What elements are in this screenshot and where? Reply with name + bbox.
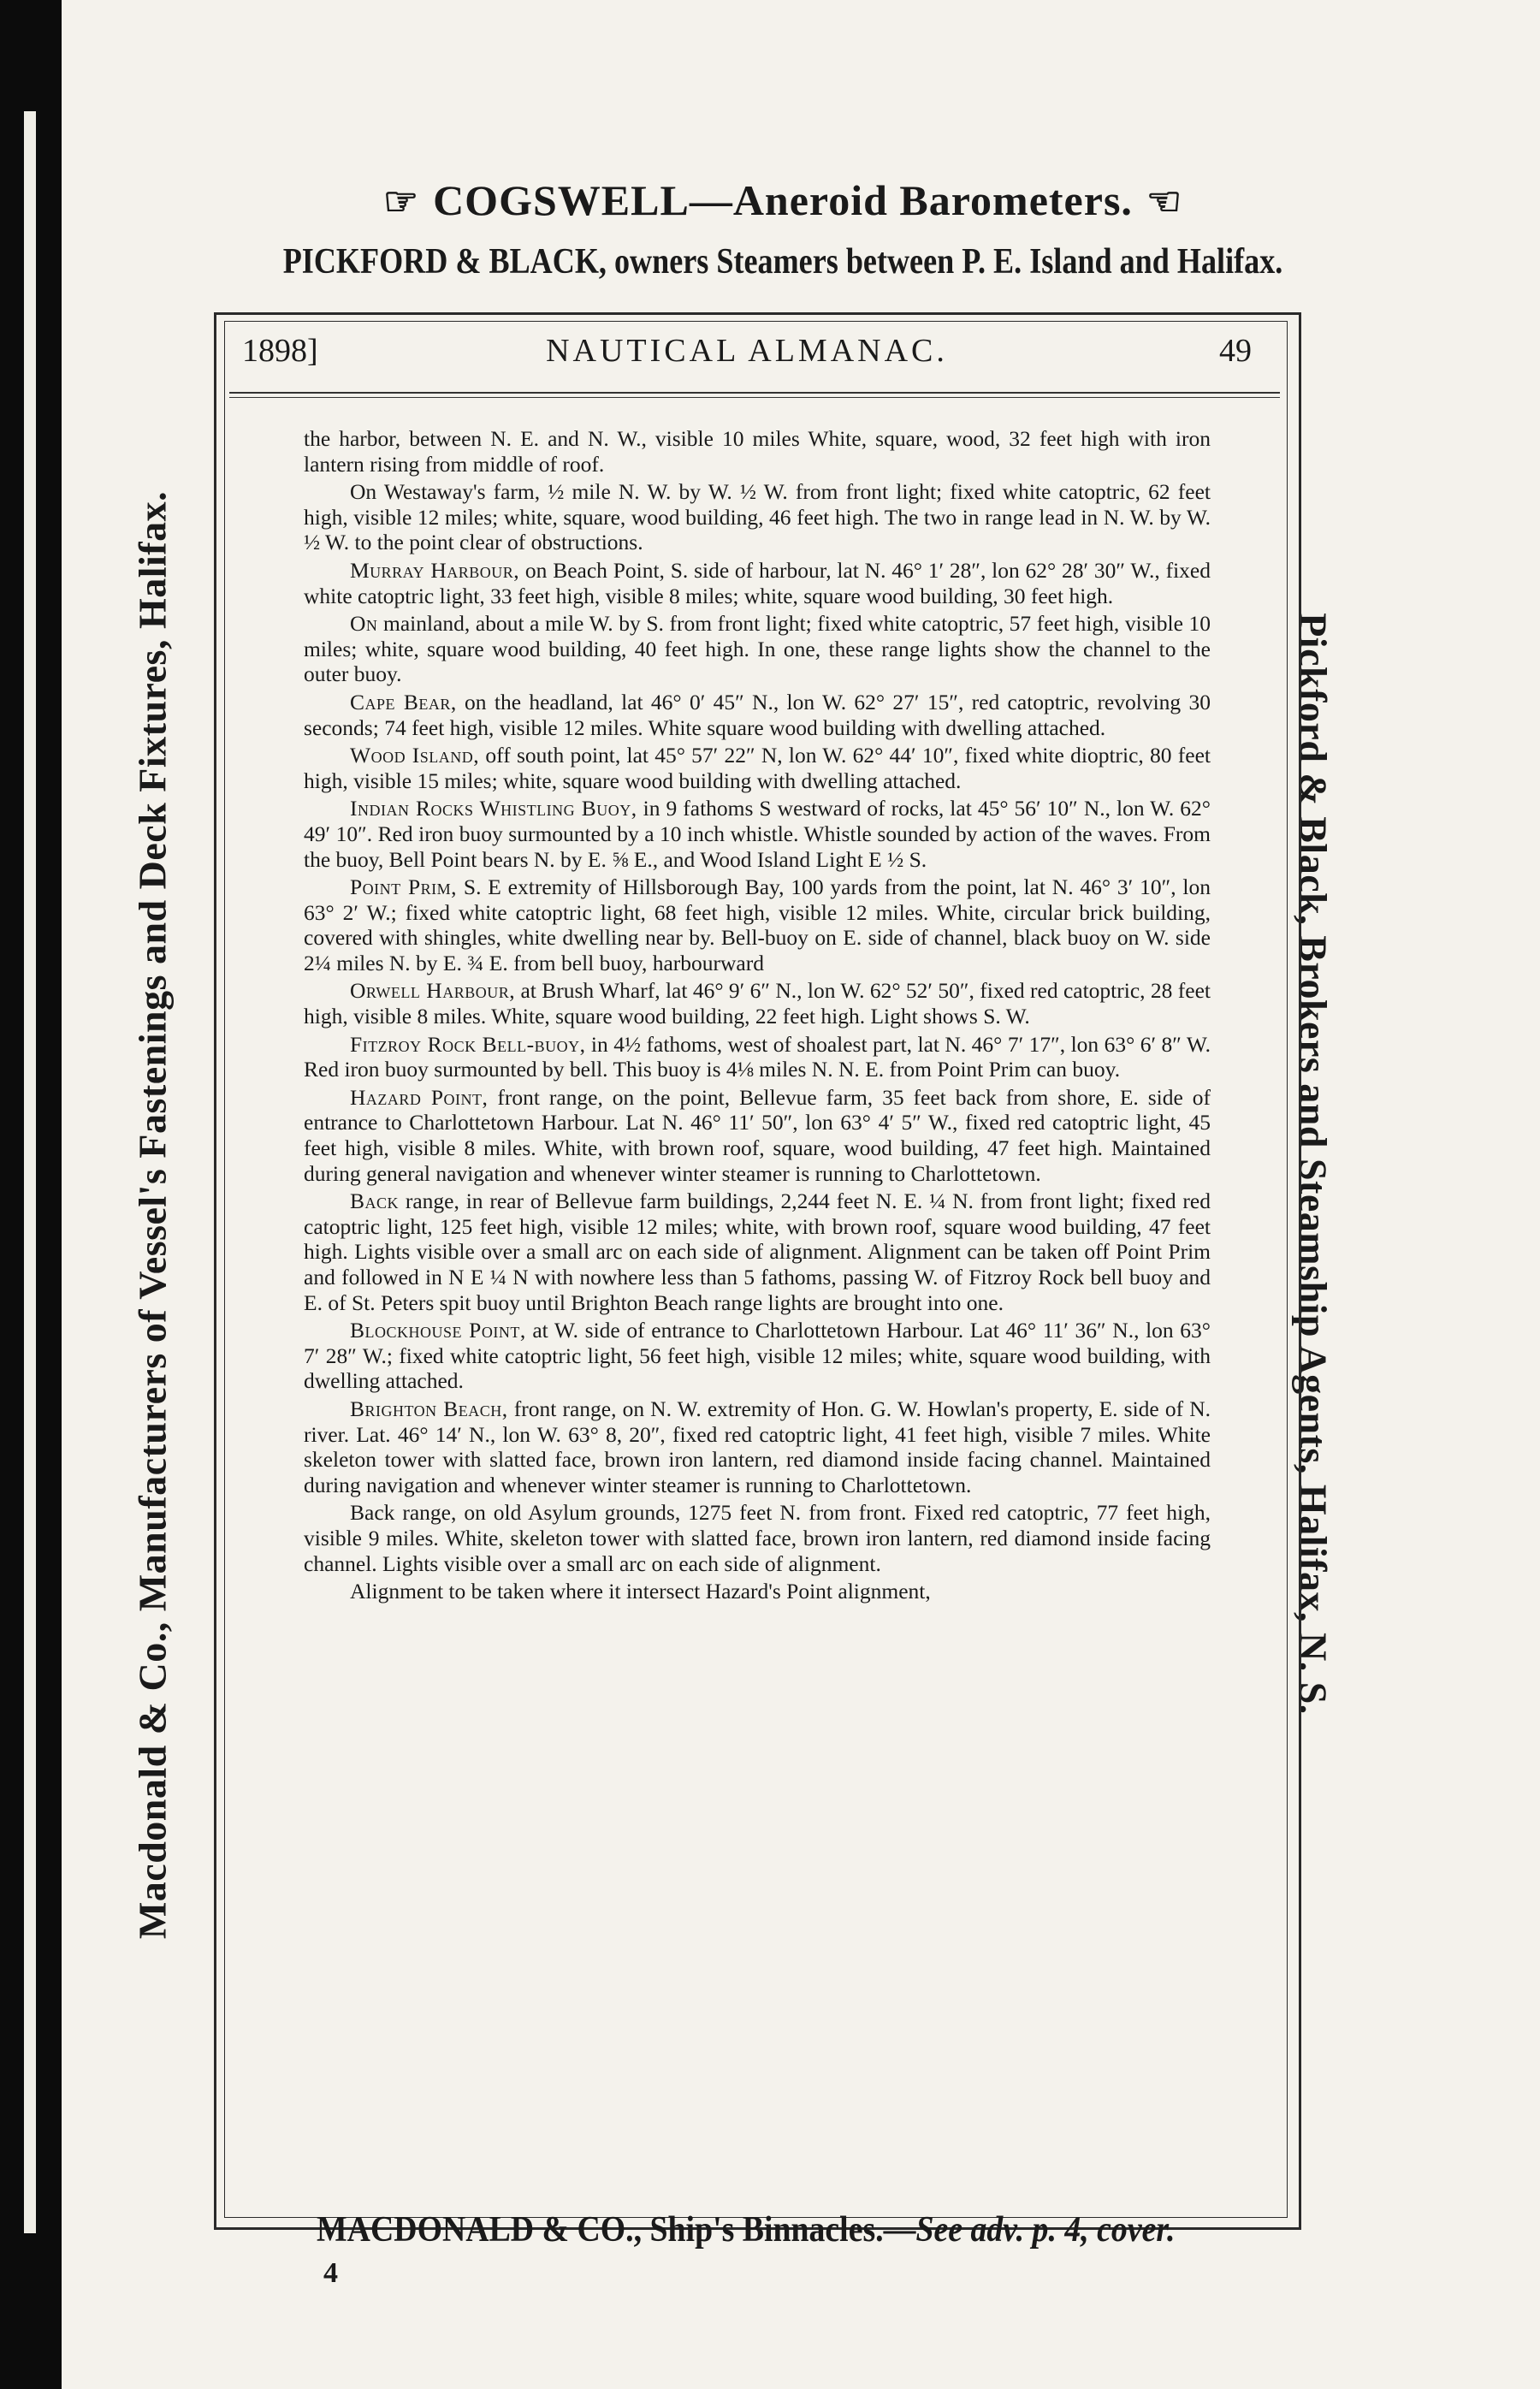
entry-text: Alignment to be taken where it intersect Hazard's Point alignment, bbox=[350, 1579, 931, 1604]
lighthouse-entries bbox=[304, 426, 1211, 1607]
entry-name: Orwell Harbour, bbox=[350, 978, 516, 1004]
entry-paragraph bbox=[304, 1500, 1211, 1576]
left-page-gutter bbox=[0, 0, 62, 2389]
entry-paragraph bbox=[304, 1318, 1211, 1394]
entry-paragraph bbox=[304, 690, 1211, 740]
header-title: NAUTICAL ALMANAC. bbox=[546, 333, 948, 369]
entry-paragraph bbox=[304, 558, 1211, 608]
page-number: 49 bbox=[1219, 333, 1252, 369]
entry-text: off south point, lat 45° 57′ 22″ N, lon W. 62° 44′ 10″, fixed white dioptric, 80 feet high, visible 15 miles; white, square wood building with dwelling attached. bbox=[304, 743, 1211, 793]
entry-paragraph bbox=[304, 611, 1211, 687]
bottom-ad-reference: See adv. p. 4, cover. bbox=[915, 2210, 1176, 2250]
header-rule bbox=[229, 392, 1280, 394]
entry-name: On bbox=[350, 611, 378, 637]
entry-text: on the headland, lat 46° 0′ 45″ N., lon W. 62° 27′ 15″, red catoptric, revolving 30 seconds; 74 feet high, visible 12 miles. White square wood building with dwelling attached. bbox=[304, 689, 1211, 740]
pointing-hand-left-icon: ☜ bbox=[1146, 180, 1183, 223]
entry-paragraph bbox=[304, 978, 1211, 1029]
entry-paragraph bbox=[304, 796, 1211, 872]
entry-paragraph bbox=[304, 743, 1211, 793]
entry-text: mainland, about a mile W. by S. from front light; fixed white catoptric, 57 feet high, visible 10 miles; white, square wood building, 40 feet high. In one, these range lights show the channel to the outer buoy. bbox=[304, 611, 1211, 687]
entry-text: at W. side of entrance to Charlottetown Harbour. Lat 46° 11′ 36″ N., lon 63° 7′ 28″ W.; fixed white catoptric light, 56 feet high, visible 12 miles; white, square wood building, with dwelling attached. bbox=[304, 1318, 1211, 1394]
header-year: 1898] bbox=[242, 333, 318, 369]
entry-name: Murray Harbour, bbox=[350, 557, 520, 583]
header-rule-thin bbox=[229, 397, 1280, 398]
entry-name: Brighton Beach, bbox=[350, 1396, 508, 1421]
entry-name: Cape Bear, bbox=[350, 689, 457, 714]
entry-name: Wood Island, bbox=[350, 743, 480, 768]
entry-paragraph bbox=[304, 874, 1211, 975]
entry-text: front range, on N. W. extremity of Hon. G. W. Howlan's property, E. side of N. river. Lat. 46° 14′ N., lon W. 63° 8, 20″, fixed red catoptric light, 41 feet high, visible 7 miles. White skeleton tower with slatted face, brown iron lantern, red diamond inside facing channel. Maintained during navigation and whenever winter steamer is running to Charlottetown. bbox=[304, 1396, 1211, 1497]
side-advertisement-left: Macdonald & Co., Manufacturers of Vessel's Fastenings and Deck Fixtures, Halifax. bbox=[130, 490, 175, 1940]
pointing-hand-right-icon: ☞ bbox=[382, 180, 420, 223]
top-advertisement-pickford: PICKFORD & BLACK, owners Steamers between P. E. Island and Halifax. bbox=[282, 242, 1283, 282]
bottom-ad-text: MACDONALD & CO., Ship's Binnacles.— bbox=[317, 2210, 916, 2250]
top-advertisement-cogswell bbox=[77, 175, 1489, 225]
entry-text: the harbor, between N. E. and N. W., visible 10 miles White, square, wood, 32 feet high with iron lantern rising from middle of roof. bbox=[304, 426, 1211, 477]
cogswell-ad-text: COGSWELL—Aneroid Barometers. bbox=[433, 176, 1133, 224]
entry-paragraph bbox=[304, 1579, 1211, 1604]
entry-name: Back bbox=[350, 1189, 400, 1214]
side-advertisement-right: Pickford & Black, Brokers and Steamship Agents, Halifax, N. S. bbox=[1291, 613, 1336, 1715]
entry-name: Fitzroy Rock Bell-buoy, bbox=[350, 1031, 586, 1057]
entry-text: in 9 fathoms S westward of rocks, lat 45° 56′ 10″ N., lon W. 62° 49′ 10″. Red iron buoy surmounted by a 10 inch whistle. Whistle sounded by action of the waves. From the buoy, Bell Point bears N. by E. ⅝ E., and Wood Island Light E ½ S. bbox=[304, 796, 1211, 872]
entry-paragraph bbox=[304, 1189, 1211, 1315]
bottom-advertisement-macdonald bbox=[317, 2209, 1175, 2250]
entry-paragraph bbox=[304, 1396, 1211, 1497]
entry-text: front range, on the point, Bellevue farm, 35 feet back from shore, E. side of entrance to Charlottetown Harbour. Lat N. 46° 11′ 50″, lon 63° 4′ 5″ W., fixed red catoptric light, 45 feet high, visible 8 miles. White, with brown roof, square, wood building, 47 feet high. Maintained during general navigation and whenever winter steamer is running to Charlottetown. bbox=[304, 1084, 1211, 1186]
entry-paragraph bbox=[304, 1032, 1211, 1082]
running-header bbox=[242, 332, 1252, 383]
entry-paragraph bbox=[304, 479, 1211, 555]
entry-text: On Westaway's farm, ½ mile N. W. by W. ½ W. from front light; fixed white catoptric, 62 feet high, visible 12 miles; white, square, wood building, 46 feet high. The two in range lead in N. W. by W. ½ W. to the point clear of obstructions. bbox=[304, 479, 1211, 555]
entry-name: Hazard Point, bbox=[350, 1084, 489, 1110]
entry-text: range, in rear of Bellevue farm buildings, 2,244 feet N. E. ¼ N. from front light; fixed red catoptric light, 125 feet high, visible 12 miles; white, with brown roof, square wood building, 47 feet high. Lights visible over a small arc on each side of alignment. Alignment can be taken off Point Prim and followed in N E ¼ N with nowhere less than 5 fathoms, passing W. of Fitzroy Rock bell buoy and E. of St. Peters spit buoy until Brighton Beach range lights are brought into one. bbox=[304, 1189, 1211, 1315]
entry-name: Indian Rocks Whistling Buoy, bbox=[350, 796, 637, 821]
entry-text: S. E extremity of Hillsborough Bay, 100 yards from the point, lat N. 46° 3′ 10″, lon 63° 2′ W.; fixed white catoptric light, 68 feet high, visible 12 miles. White, circular brick building, covered with shingles, white dwelling near by. Bell-buoy on E. side of channel, black buoy on W. side 2¼ miles N. by E. ¾ E. from bell buoy, harbourward bbox=[304, 874, 1211, 975]
entry-text: in 4½ fathoms, west of shoalest part, lat N. 46° 7′ 17″, lon 63° 6′ 8″ W. Red iron buoy surmounted by bell. This buoy is 4⅛ miles N. N. E. from Point Prim can buoy. bbox=[304, 1031, 1211, 1082]
entry-text: at Brush Wharf, lat 46° 9′ 6″ N., lon W. 62° 52′ 50″, fixed red catoptric, 28 feet high, visible 8 miles. White, square wood building, 22 feet high. Light shows S. W. bbox=[304, 978, 1211, 1029]
entry-name: Blockhouse Point, bbox=[350, 1318, 526, 1343]
signature-mark: 4 bbox=[323, 2257, 338, 2289]
entry-text: on Beach Point, S. side of harbour, lat N. 46° 1′ 28″, lon 62° 28′ 30″ W., fixed white catoptric light, 33 feet high, visible 8 miles; white, square wood building, 30 feet high. bbox=[304, 557, 1211, 608]
entry-paragraph bbox=[304, 426, 1211, 477]
entry-name: Point Prim, bbox=[350, 874, 458, 900]
entry-text: Back range, on old Asylum grounds, 1275 feet N. from front. Fixed red catoptric, 77 feet high, visible 9 miles. White, skeleton tower with slatted face, brown iron lantern, red diamond inside facing channel. Lights visible over a small arc on each side of alignment. bbox=[304, 1500, 1211, 1576]
entry-paragraph bbox=[304, 1085, 1211, 1186]
